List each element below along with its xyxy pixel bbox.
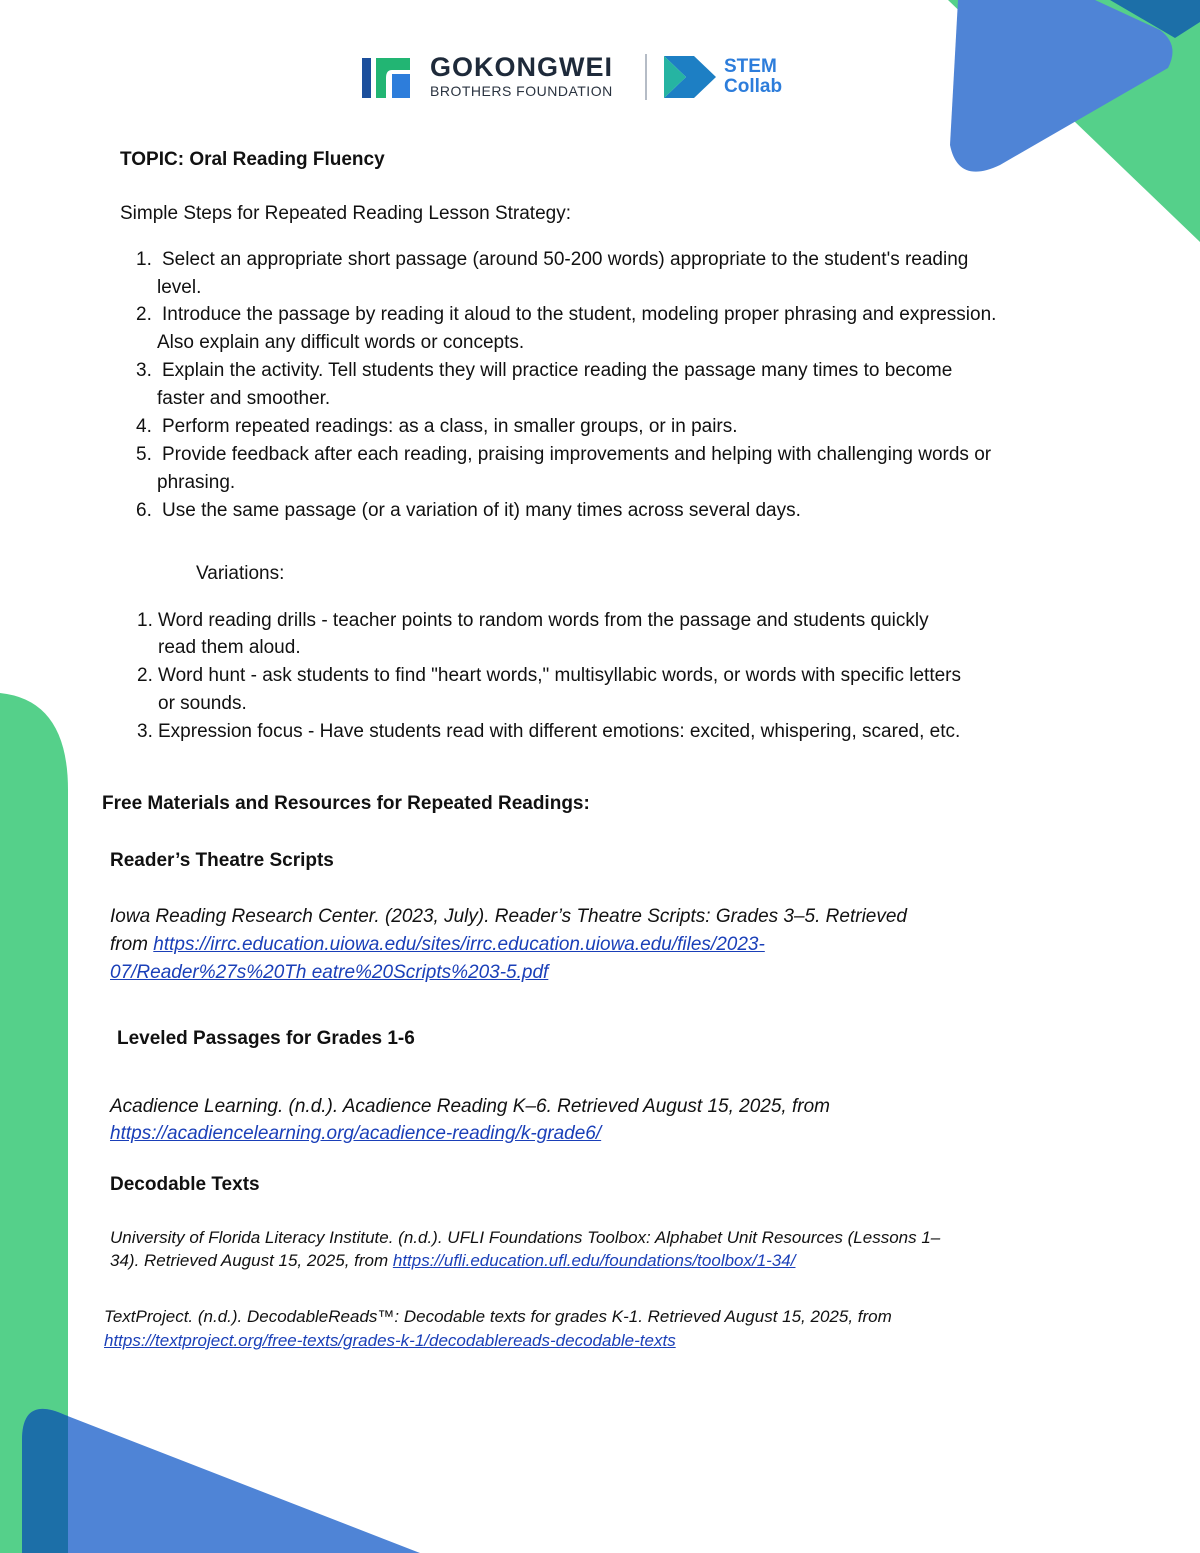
stem-label: STEM [724,56,777,77]
textproject-link[interactable]: https://textproject.org/free-texts/grades-k-1/decodablereads-decodable-texts [104,1331,676,1350]
step-number: 6. [136,500,152,521]
ufli-citation: University of Florida Literacy Institute. (n.d.). UFLI Foundations Toolbox: Alphabet Unit Resources (Lessons 1– [110,1228,941,1247]
topic-heading: TOPIC: Oral Reading Fluency [120,149,385,170]
bottom-left-blue-triangle [22,1409,420,1553]
logo-divider [645,54,647,100]
step-text: Also explain any difficult words or concepts. [157,332,525,353]
ufli-link[interactable]: https://ufli.education.ufl.edu/foundations/toolbox/1-34/ [392,1251,796,1270]
leveled-passages-heading: Leveled Passages for Grades 1-6 [117,1028,415,1049]
variation-number: 2. [137,665,153,686]
intro-text: Simple Steps for Repeated Reading Lesson Strategy: [120,203,571,224]
logo-title: GOKONGWEI [430,52,613,82]
variation-text: Word reading drills - teacher points to random words from the passage and students quickly [158,610,929,631]
gokongwei-logo-icon [362,56,412,100]
acadience-citation: Acadience Learning. (n.d.). Acadience Reading K–6. Retrieved August 15, 2025, from [110,1096,830,1117]
readers-theatre-heading: Reader’s Theatre Scripts [110,850,334,871]
step-text: Select an appropriate short passage (around 50-200 words) appropriate to the student's reading [162,249,969,270]
variations-heading: Variations: [196,563,285,584]
variation-text: read them aloud. [158,637,301,658]
decodable-texts-heading: Decodable Texts [110,1174,260,1195]
step-text: Explain the activity. Tell students they will practice reading the passage many times to become [162,360,953,381]
variation-number: 3. [137,721,153,742]
acadience-link[interactable]: https://acadiencelearning.org/acadience-reading/k-grade6/ [110,1123,602,1144]
variation-text: Word hunt - ask students to find "heart words," multisyllabic words, or words with specific letters [158,665,962,686]
step-text: phrasing. [157,472,236,493]
step-text: Use the same passage (or a variation of it) many times across several days. [162,500,801,521]
step-text: level. [157,277,202,298]
readers-theatre-citation: Iowa Reading Research Center. (2023, July). Reader’s Theatre Scripts: Grades 3–5. Retrieved [110,906,907,927]
readers-theatre-citation-line2 [110,933,765,957]
logo-subtitle: BROTHERS FOUNDATION [430,83,613,99]
step-text: faster and smoother. [157,388,331,409]
stem-collab-icon [664,56,718,98]
from-text: from [110,934,154,955]
variation-number: 1. [137,610,153,631]
variation-text: or sounds. [158,693,247,714]
resources-heading: Free Materials and Resources for Repeated Readings: [102,793,590,814]
ufli-citation-line2 [110,1250,795,1272]
step-text: Perform repeated readings: as a class, in smaller groups, or in pairs. [162,416,738,437]
step-number: 1. [136,249,152,270]
collab-label: Collab [724,76,783,97]
textproject-citation: TextProject. (n.d.). DecodableReads™: Decodable texts for grades K-1. Retrieved August 15, 2025, from [104,1307,892,1326]
variation-text: Expression focus - Have students read with different emotions: excited, whispering, scared, etc. [158,721,961,742]
readers-theatre-link-continued[interactable]: 07/Reader%27s%20Th eatre%20Scripts%203-5.pdf [110,962,549,983]
step-number: 5. [136,444,152,465]
step-text: Provide feedback after each reading, praising improvements and helping with challenging words or [162,444,992,465]
step-number: 2. [136,304,152,325]
header-logo [362,50,802,106]
readers-theatre-link[interactable]: https://irrc.education.uiowa.edu/sites/irrc.education.uiowa.edu/files/2023- [153,934,765,955]
step-number: 4. [136,416,152,437]
bottom-left-dark-overlap [22,1409,68,1553]
ufli-retrieved-text: 34). Retrieved August 15, 2025, from [110,1251,393,1270]
step-number: 3. [136,360,152,381]
step-text: Introduce the passage by reading it aloud to the student, modeling proper phrasing and expression. [162,304,997,325]
